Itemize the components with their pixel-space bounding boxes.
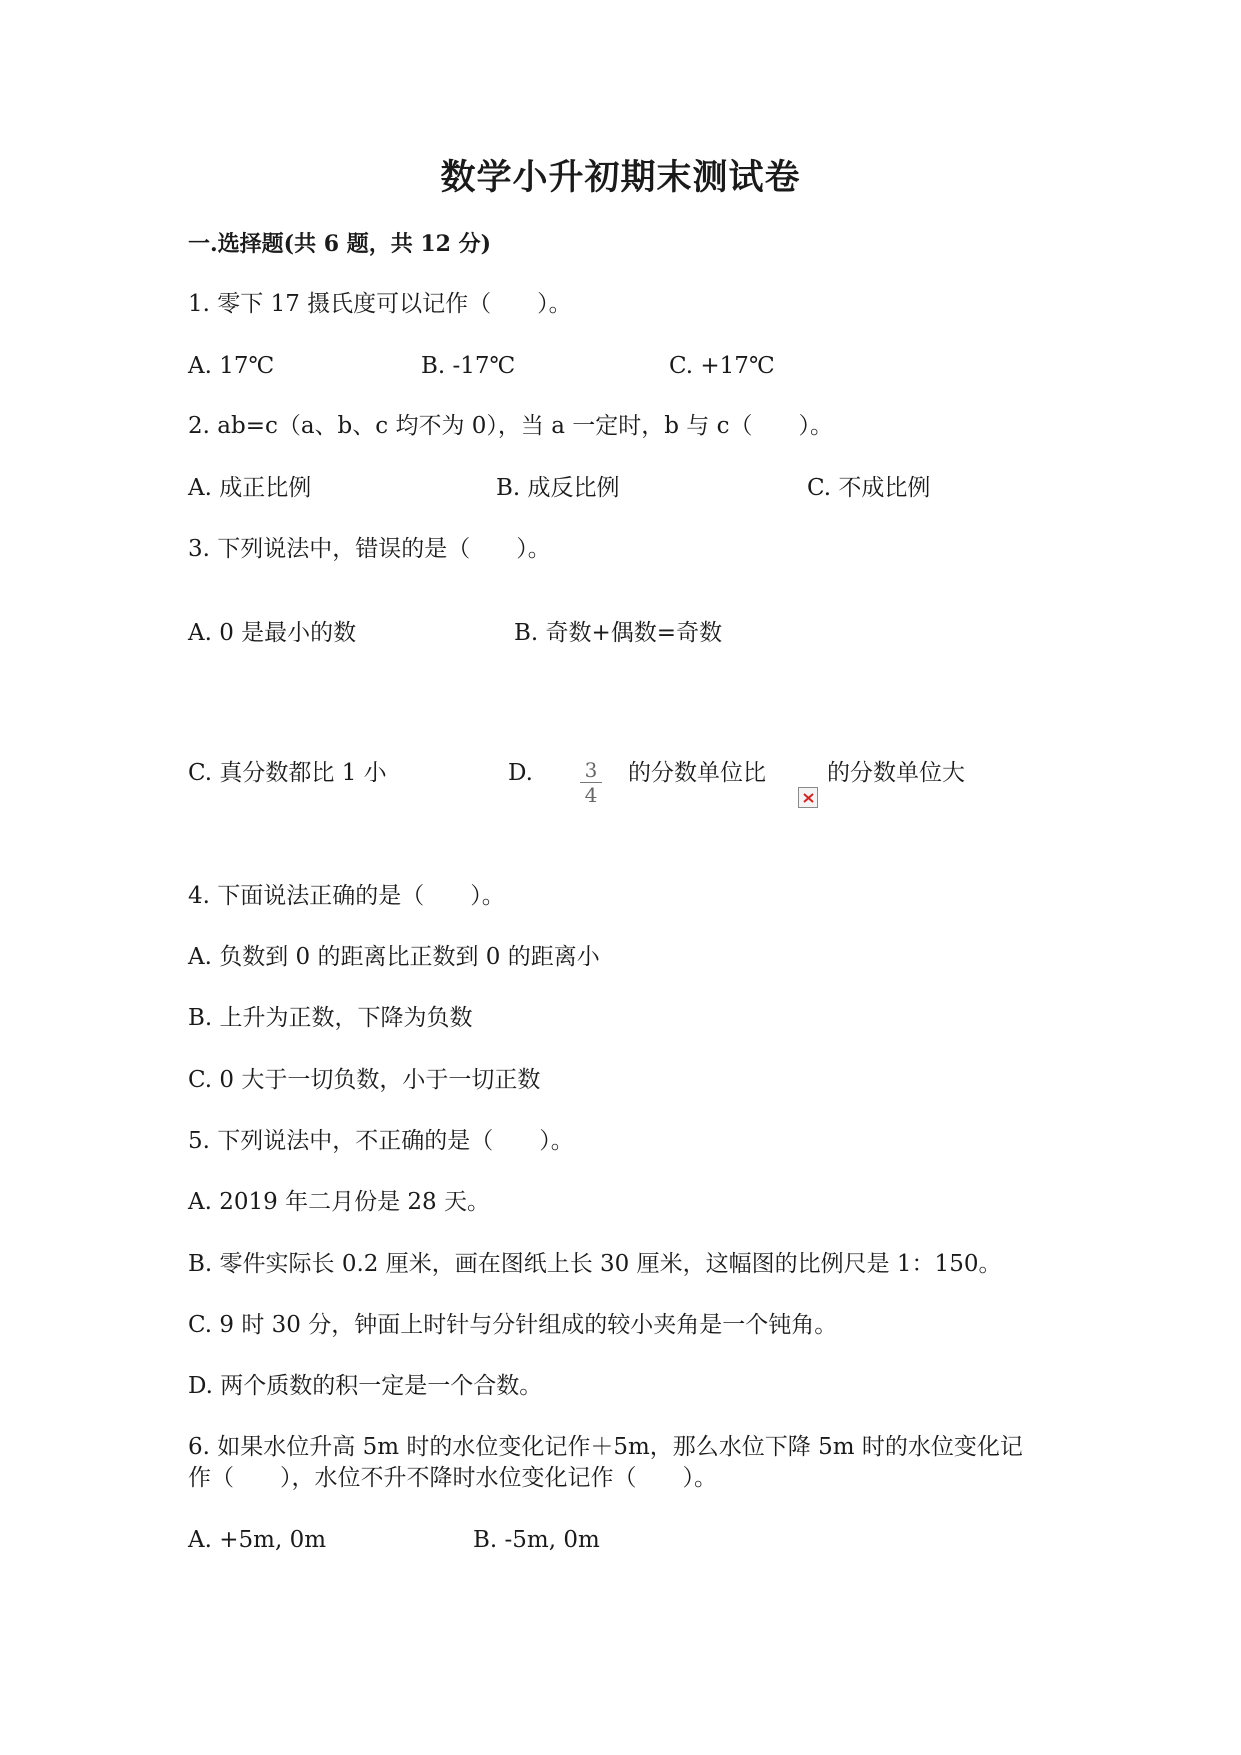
question-3-option-d-end: 的分数单位大 [827, 760, 965, 786]
question-4-option-c: C. 0 大于一切负数，小于一切正数 [188, 1067, 541, 1093]
question-1-option-b: B. -17℃ [421, 353, 516, 379]
question-6-option-b: B. -5m, 0m [473, 1527, 600, 1553]
question-5-option-b: B. 零件实际长 0.2 厘米，画在图纸上长 30 厘米，这幅图的比例尺是 1：150。 [188, 1251, 1002, 1277]
question-5-stem: 5. 下列说法中，不正确的是（ ）。 [188, 1128, 574, 1154]
question-3-option-d-middle: 的分数单位比 [628, 760, 766, 786]
question-3-option-d-label: D. [508, 760, 533, 786]
question-2-option-b: B. 成反比例 [496, 475, 620, 501]
fraction-denominator: 4 [584, 783, 598, 807]
question-4-stem: 4. 下面说法正确的是（ ）。 [188, 883, 505, 909]
page-title: 数学小升初期末测试卷 [440, 157, 801, 198]
question-1-option-c: C. +17℃ [669, 353, 775, 379]
question-5-option-c: C. 9 时 30 分，钟面上时针与分针组成的较小夹角是一个钝角。 [188, 1312, 838, 1338]
question-3-option-b: B. 奇数+偶数=奇数 [514, 620, 723, 646]
question-2-option-c: C. 不成比例 [807, 475, 931, 501]
question-3-stem: 3. 下列说法中，错误的是（ ）。 [188, 536, 551, 562]
question-2-stem: 2. ab=c（a、b、c 均不为 0），当 a 一定时，b 与 c（ ）。 [188, 413, 833, 439]
question-4-option-b: B. 上升为正数，下降为负数 [188, 1005, 473, 1031]
broken-image-icon [798, 787, 818, 808]
question-1-stem: 1. 零下 17 摄氏度可以记作（ ）。 [188, 291, 572, 317]
question-6-option-a: A. +5m, 0m [188, 1527, 327, 1553]
fraction-three-quarters [580, 760, 602, 805]
question-1-option-a: A. 17℃ [188, 353, 275, 379]
fraction-numerator: 3 [584, 758, 598, 782]
section-heading: 一.选择题(共 6 题，共 12 分) [188, 231, 492, 257]
question-3-option-a: A. 0 是最小的数 [188, 620, 357, 646]
question-5-option-a: A. 2019 年二月份是 28 天。 [188, 1189, 490, 1215]
question-3-option-c: C. 真分数都比 1 小 [188, 760, 387, 786]
question-2-option-a: A. 成正比例 [188, 475, 312, 501]
question-6-stem-line-1: 6. 如果水位升高 5m 时的水位变化记作＋5m，那么水位下降 5m 时的水位变化记 [188, 1434, 1023, 1460]
question-4-option-a: A. 负数到 0 的距离比正数到 0 的距离小 [188, 944, 600, 970]
question-5-option-d: D. 两个质数的积一定是一个合数。 [188, 1373, 543, 1399]
question-6-stem-line-2: 作（ ），水位不升不降时水位变化记作（ ）。 [188, 1465, 717, 1491]
